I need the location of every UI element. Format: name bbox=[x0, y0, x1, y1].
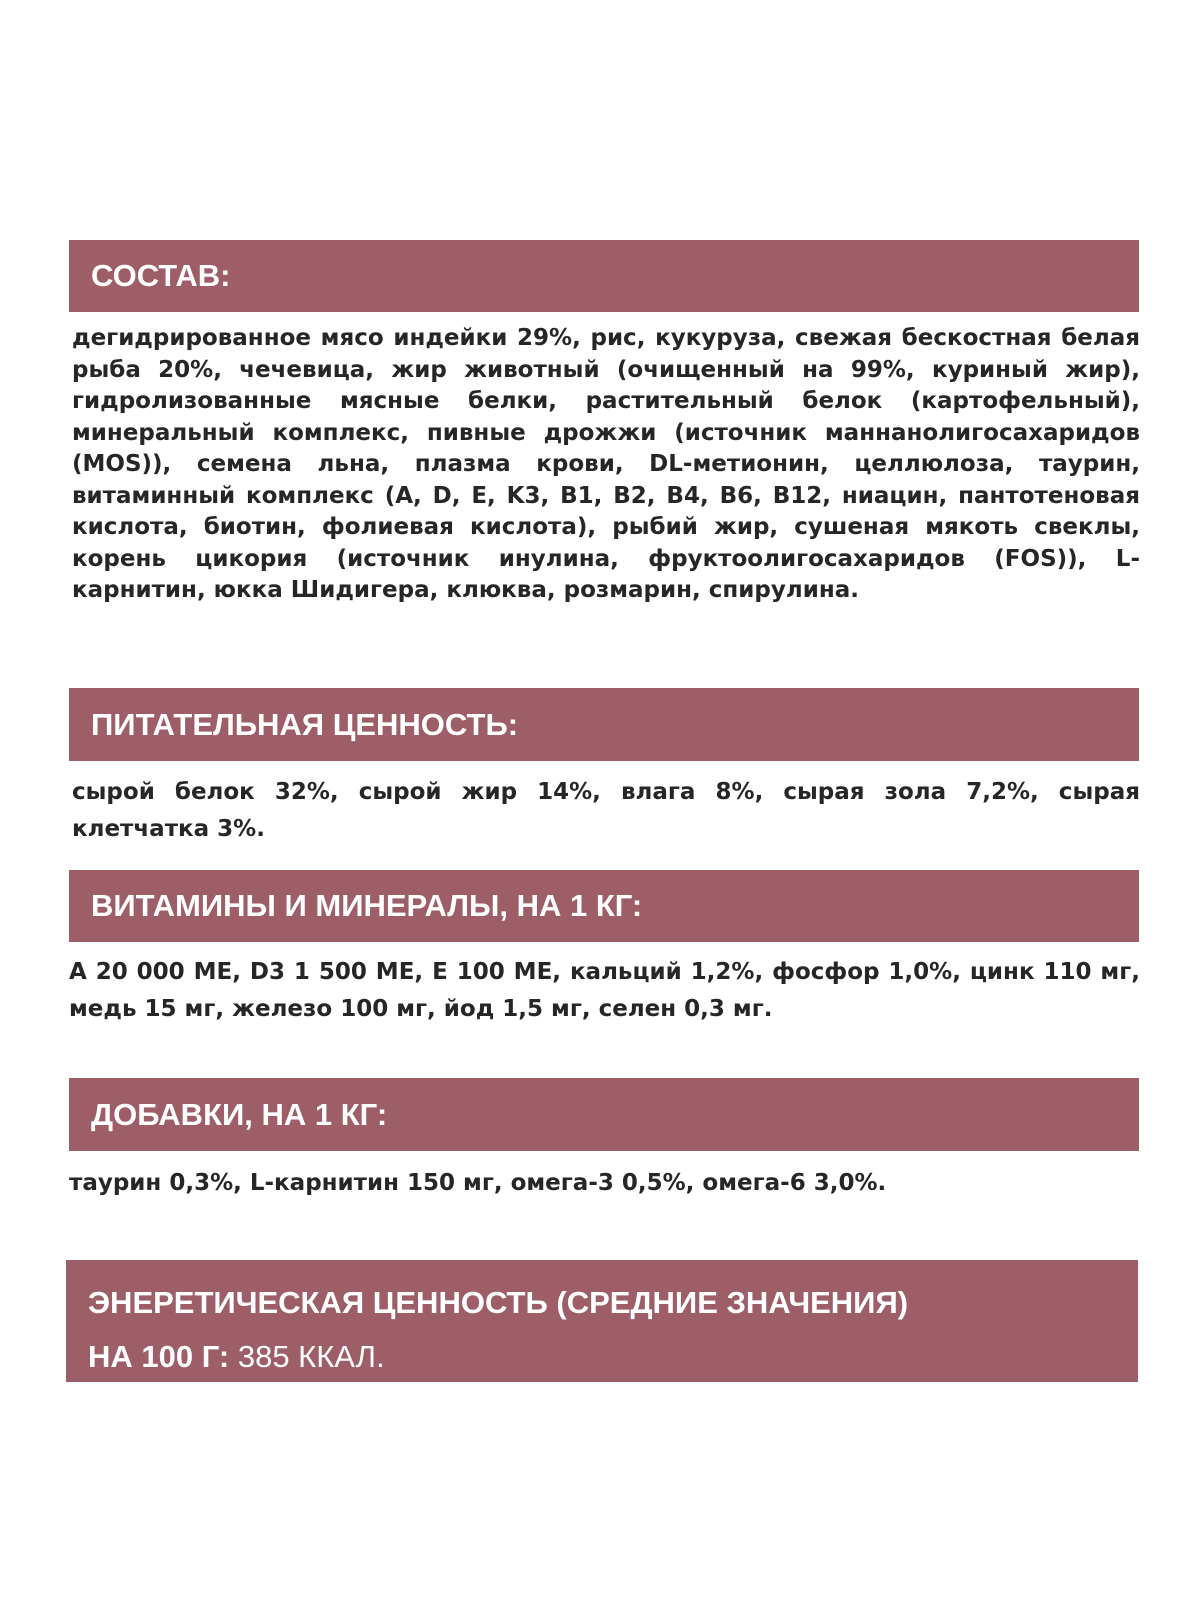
additives-heading: ДОБАВКИ, НА 1 КГ: bbox=[91, 1096, 388, 1132]
energy-per-100g-label: НА 100 Г: bbox=[88, 1339, 230, 1374]
additives-text: таурин 0,3%, L-карнитин 150 мг, омега-3 0,5%, омега-6 3,0%. bbox=[69, 1170, 887, 1196]
vitamins-heading-bar bbox=[69, 870, 1139, 942]
nutrition-heading-bar bbox=[69, 688, 1139, 761]
energy-heading-line1: ЭНЕРЕТИЧЕСКАЯ ЦЕННОСТЬ (СРЕДНИЕ ЗНАЧЕНИЯ) bbox=[88, 1285, 909, 1320]
energy-value: 385 ККАЛ. bbox=[237, 1339, 385, 1374]
composition-heading-bar bbox=[69, 240, 1139, 312]
energy-heading-bar bbox=[66, 1260, 1138, 1382]
energy-heading-line2 bbox=[88, 1330, 1138, 1384]
vitamins-heading: ВИТАМИНЫ И МИНЕРАЛЫ, НА 1 КГ: bbox=[91, 888, 643, 923]
nutrition-text: сырой белок 32%, сырой жир 14%, влага 8%, сырая зола 7,2%, сырая клетчатка 3%. bbox=[72, 779, 1140, 842]
nutrition-heading: ПИТАТЕЛЬНАЯ ЦЕННОСТЬ: bbox=[91, 706, 519, 742]
additives-heading-bar bbox=[69, 1078, 1139, 1151]
composition-text: дегидрированное мясо индейки 29%, рис, кукуруза, свежая бескостная белая рыба 20%, чечевица, жир животный (очищенный на 99%, куриный жир), гидролизованные мясные белки, растительный белок (картофельный), минеральный комплекс, пивные дрожжи (источник маннанолигосахаридов (MOS)), семена льна, плазма крови, DL-метионин, целлюлоза, таурин, витаминный комплекс (А, D, E, K3, B1, B2, B4, B6, B12, ниацин, пантотеновая кислота, биотин, фолиевая кислота), рыбий жир, сушеная мякоть свеклы, корень цикория (источник инулина, фруктоолигосахаридов (FOS)), L-карнитин, юкка Шидигера, клюква, розмарин, спирулина. bbox=[72, 325, 1140, 603]
composition-heading: СОСТАВ: bbox=[91, 258, 231, 293]
vitamins-text: А 20 000 МЕ, D3 1 500 МЕ, Е 100 МЕ, кальций 1,2%, фосфор 1,0%, цинк 110 мг, медь 15 мг, железо 100 мг, йод 1,5 мг, селен 0,3 мг. bbox=[69, 959, 1140, 1022]
